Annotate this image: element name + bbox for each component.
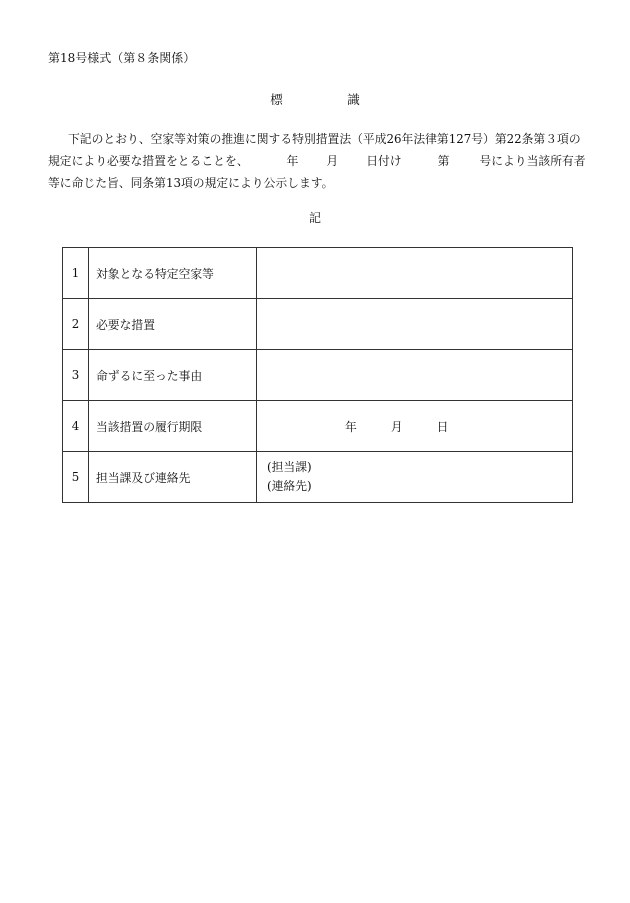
body-month: 月: [326, 154, 339, 168]
contact-info: (連絡先): [267, 479, 312, 493]
deadline-year: 年: [345, 419, 357, 434]
body-day: 日付け: [366, 154, 402, 168]
row-number: 2: [63, 299, 89, 350]
deadline-day: 日: [436, 419, 449, 434]
row-label: 当該措置の履行期限: [89, 401, 257, 452]
body-line-2-end: 号により当該所有者: [479, 154, 586, 168]
body-line-3: 等に命じた旨、同条第13項の規定により公示します。: [48, 176, 334, 190]
body-line-1: 下記のとおり、空家等対策の推進に関する特別措置法（平成26年法律第127号）第22条第３項の: [68, 132, 581, 146]
row-number: 3: [63, 350, 89, 401]
row-number: 1: [63, 248, 89, 299]
row-value-contact: [257, 452, 573, 503]
document-title: 標 識: [270, 92, 386, 107]
table-row: [63, 299, 573, 350]
contact-dept: (担当課): [267, 460, 312, 474]
table-row: [63, 452, 573, 503]
row-value-deadline: [257, 401, 573, 452]
deadline-date: [267, 418, 572, 435]
table-row: [63, 401, 573, 452]
ki-heading: 記: [308, 211, 321, 225]
row-value-target-property: [257, 248, 573, 299]
body-line-2-start: 規定により必要な措置をとることを、: [48, 154, 249, 168]
row-label: 対象となる特定空家等: [89, 248, 257, 299]
row-label: 担当課及び連絡先: [89, 452, 257, 503]
row-label: 必要な措置: [89, 299, 257, 350]
deadline-month: 月: [390, 419, 403, 434]
notice-body: [48, 128, 588, 194]
row-value-required-measures: [257, 299, 573, 350]
form-number: 第18号様式（第８条関係）: [48, 51, 196, 65]
row-number: 5: [63, 452, 89, 503]
body-year: 年: [286, 154, 299, 168]
table-row: [63, 248, 573, 299]
table-row: [63, 350, 573, 401]
row-label: 命ずるに至った事由: [89, 350, 257, 401]
notice-table: [62, 247, 573, 503]
row-value-reason: [257, 350, 573, 401]
row-number: 4: [63, 401, 89, 452]
body-line-2: [48, 150, 588, 172]
body-number-prefix: 第: [437, 154, 450, 168]
